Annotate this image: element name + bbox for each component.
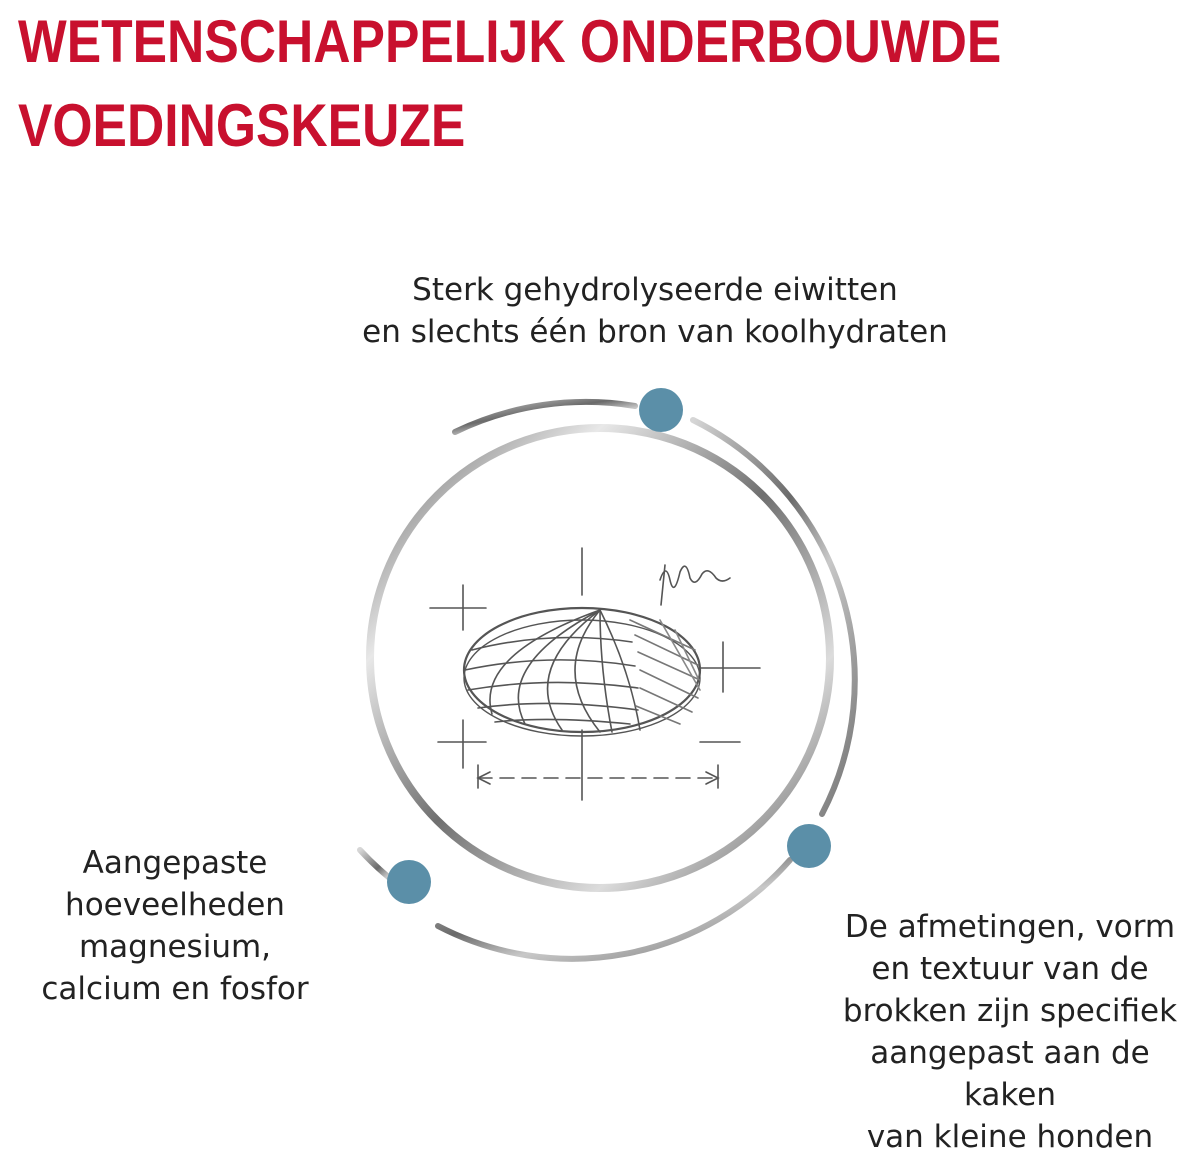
feature-left-text <box>10 842 340 1010</box>
feature-text-line: Sterk gehydrolyseerde eiwitten <box>412 272 898 308</box>
feature-top-text <box>300 269 1010 353</box>
feature-text-line: van kleine honden <box>866 1119 1154 1155</box>
kibble-diagram <box>300 380 900 980</box>
outer-ring-arc-right <box>693 420 855 814</box>
feature-text-line: en textuur van de <box>871 951 1149 987</box>
page-title-line: WETENSCHAPPELIJK ONDERBOUWDE <box>18 8 1002 75</box>
feature-text-line: brokken zijn specifiek <box>842 993 1178 1029</box>
page-title-line: VOEDINGSKEUZE <box>18 92 466 159</box>
page-title <box>18 0 1033 168</box>
inner-ring <box>370 428 830 888</box>
feature-text-line: De afmetingen, vorm <box>844 909 1176 945</box>
feature-dot-icon <box>639 388 683 432</box>
feature-text-line: calcium en fosfor <box>41 971 309 1007</box>
feature-right-text <box>810 906 1200 1158</box>
outer-ring-arc-bottom-right <box>438 860 790 959</box>
feature-text-line: Aangepaste <box>82 845 268 881</box>
feature-text-line: kaken <box>964 1077 1056 1113</box>
feature-text-line: en slechts één bron van koolhydraten <box>362 314 948 350</box>
feature-dot-icon <box>787 824 831 868</box>
feature-text-line: hoeveelheden <box>65 887 285 923</box>
feature-text-line: aangepast aan de <box>870 1035 1150 1071</box>
kibble-sketch-icon <box>430 548 760 800</box>
feature-text-line: magnesium, <box>78 929 272 965</box>
feature-dot-icon <box>387 860 431 904</box>
